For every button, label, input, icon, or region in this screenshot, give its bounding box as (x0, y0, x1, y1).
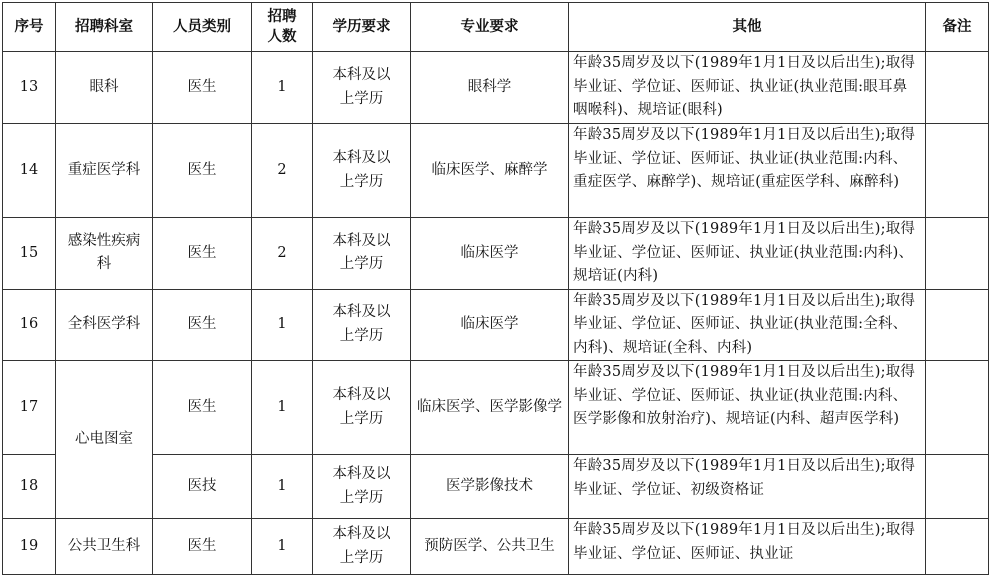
row-type: 医生 (153, 361, 252, 455)
row-type: 医生 (153, 124, 252, 218)
row-other: 年龄35周岁及以下(1989年1月1日及以后出生);取得毕业证、学位证、初级资格证 (569, 455, 926, 519)
table-row (3, 289, 989, 361)
recruitment-table (2, 2, 989, 575)
row-note (926, 455, 989, 519)
row-major: 临床医学、麻醉学 (411, 124, 569, 218)
row-major: 预防医学、公共卫生 (411, 519, 569, 575)
header-major: 专业要求 (411, 3, 569, 52)
row-note (926, 218, 989, 290)
row-other: 年龄35周岁及以下(1989年1月1日及以后出生);取得毕业证、学位证、医师证、执业证(执业范围:内科)、规培证(内科) (569, 218, 926, 290)
header-type: 人员类别 (153, 3, 252, 52)
row-major: 临床医学、医学影像学 (411, 361, 569, 455)
row-type: 医技 (153, 455, 252, 519)
row-note (926, 124, 989, 218)
header-seq: 序号 (3, 3, 56, 52)
header-dept: 招聘科室 (56, 3, 153, 52)
row-edu: 本科及以上学历 (313, 361, 411, 455)
row-note (926, 361, 989, 455)
row-dept: 心电图室 (56, 361, 153, 519)
row-seq: 14 (3, 124, 56, 218)
row-other: 年龄35周岁及以下(1989年1月1日及以后出生);取得毕业证、学位证、医师证、执业证 (569, 519, 926, 575)
row-note (926, 52, 989, 124)
table-row (3, 52, 989, 124)
row-seq: 16 (3, 289, 56, 361)
row-type: 医生 (153, 519, 252, 575)
row-seq: 19 (3, 519, 56, 575)
row-type: 医生 (153, 289, 252, 361)
row-other: 年龄35周岁及以下(1989年1月1日及以后出生);取得毕业证、学位证、医师证、执业证(执业范围:内科、医学影像和放射治疗)、规培证(内科、超声医学科) (569, 361, 926, 455)
table-row (3, 361, 989, 455)
row-edu: 本科及以上学历 (313, 519, 411, 575)
row-dept: 重症医学科 (56, 124, 153, 218)
row-major: 眼科学 (411, 52, 569, 124)
row-other: 年龄35周岁及以下(1989年1月1日及以后出生);取得毕业证、学位证、医师证、执业证(执业范围:全科、内科)、规培证(全科、内科) (569, 289, 926, 361)
row-edu: 本科及以上学历 (313, 52, 411, 124)
row-dept: 感染性疾病科 (56, 218, 153, 290)
row-dept: 全科医学科 (56, 289, 153, 361)
table-row (3, 519, 989, 575)
row-dept: 眼科 (56, 52, 153, 124)
row-count: 1 (252, 519, 313, 575)
row-seq: 13 (3, 52, 56, 124)
row-edu: 本科及以上学历 (313, 218, 411, 290)
header-row (3, 3, 989, 52)
header-count: 招聘人数 (252, 3, 313, 52)
row-edu: 本科及以上学历 (313, 289, 411, 361)
row-count: 1 (252, 455, 313, 519)
row-other: 年龄35周岁及以下(1989年1月1日及以后出生);取得毕业证、学位证、医师证、执业证(执业范围:内科、重症医学、麻醉学)、规培证(重症医学科、麻醉科) (569, 124, 926, 218)
row-note (926, 519, 989, 575)
row-type: 医生 (153, 52, 252, 124)
row-type: 医生 (153, 218, 252, 290)
row-edu: 本科及以上学历 (313, 124, 411, 218)
row-count: 1 (252, 52, 313, 124)
row-seq: 18 (3, 455, 56, 519)
header-note: 备注 (926, 3, 989, 52)
row-other: 年龄35周岁及以下(1989年1月1日及以后出生);取得毕业证、学位证、医师证、执业证(执业范围:眼耳鼻咽喉科)、规培证(眼科) (569, 52, 926, 124)
row-seq: 15 (3, 218, 56, 290)
row-dept: 公共卫生科 (56, 519, 153, 575)
row-major: 医学影像技术 (411, 455, 569, 519)
row-count: 2 (252, 218, 313, 290)
row-count: 2 (252, 124, 313, 218)
header-other: 其他 (569, 3, 926, 52)
row-major: 临床医学 (411, 218, 569, 290)
row-major: 临床医学 (411, 289, 569, 361)
table-row (3, 218, 989, 290)
table-row (3, 124, 989, 218)
row-count: 1 (252, 361, 313, 455)
row-seq: 17 (3, 361, 56, 455)
row-note (926, 289, 989, 361)
header-edu: 学历要求 (313, 3, 411, 52)
row-edu: 本科及以上学历 (313, 455, 411, 519)
row-count: 1 (252, 289, 313, 361)
